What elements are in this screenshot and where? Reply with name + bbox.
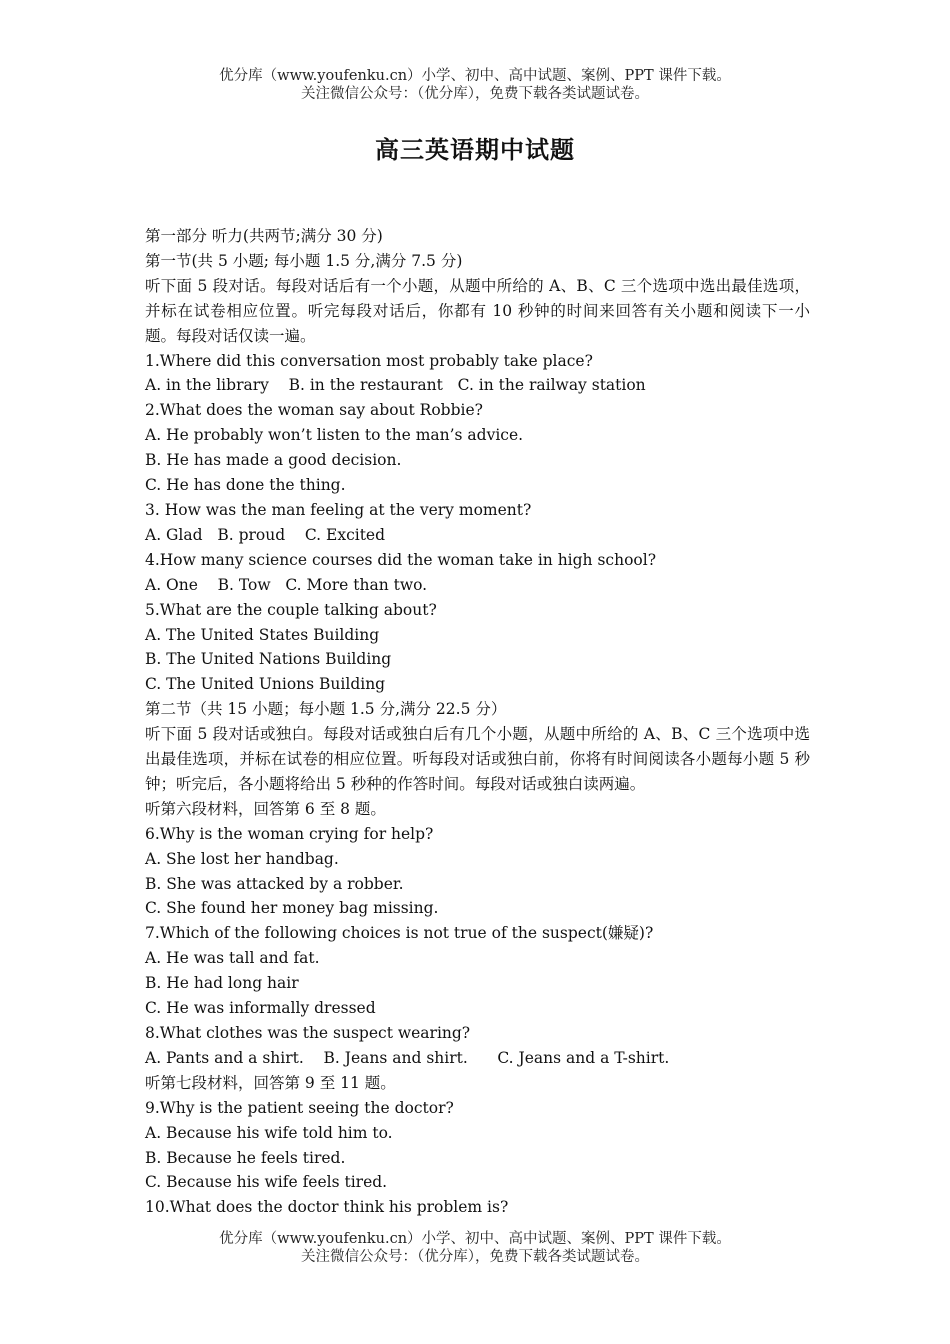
footer-line-2: 关注微信公众号：（优分库），免费下载各类试题试卷。 xyxy=(301,1249,649,1265)
section1-instructions: 听下面 5 段对话。每段对话后有一个小题，从题中所给的 A、B、C 三个选项中选出最佳选项，并标在试卷相应位置。听完每段对话后，你都有 10 秒钟的时间来回答有关小题和阅读下一小题。每段对话仅读一遍。 xyxy=(145,276,810,345)
q10-question: 10.What does the doctor think his problem is? xyxy=(145,1198,509,1217)
part1-heading: 第一部分 听力(共两节;满分 30 分) xyxy=(145,227,383,245)
q8-question: 8.What clothes was the suspect wearing? xyxy=(145,1024,471,1042)
q4-question: 4.How many science courses did the woman take in high school? xyxy=(145,550,657,569)
q4-options: A. One B. Tow C. More than two. xyxy=(145,575,428,594)
section1-heading: 第一节(共 5 小题; 每小题 1.5 分,满分 7.5 分) xyxy=(145,251,463,270)
q5-question: 5.What are the couple talking about? xyxy=(145,600,437,619)
header-line-1: 优分库（www.youfenku.cn）小学、初中、高中试题、案例、PPT 课件下载。 xyxy=(219,68,731,84)
q5-option-c: C. The United Unions Building xyxy=(145,675,386,694)
q9-option-a: A. Because his wife told him to. xyxy=(145,1123,393,1142)
page-footer xyxy=(0,1230,950,1266)
q7-option-a: A. He was tall and fat. xyxy=(145,949,320,968)
section2-heading: 第二节（共 15 小题；每小题 1.5 分,满分 22.5 分） xyxy=(145,700,507,719)
q6-question: 6.Why is the woman crying for help? xyxy=(145,824,434,843)
footer-line-1: 优分库（www.youfenku.cn）小学、初中、高中试题、案例、PPT 课件下载。 xyxy=(219,1231,731,1247)
q7-option-b: B. He had long hair xyxy=(145,974,299,993)
q2-option-a: A. He probably won’t listen to the man’s advice. xyxy=(145,426,524,445)
q6-option-a: A. She lost her handbag. xyxy=(145,849,339,868)
q3-question: 3. How was the man feeling at the very moment? xyxy=(145,500,532,519)
q1-question: 1.Where did this conversation most probably take place? xyxy=(145,351,593,370)
q2-question: 2.What does the woman say about Robbie? xyxy=(145,401,483,420)
q2-option-c: C. He has done the thing. xyxy=(145,476,346,495)
q3-options: A. Glad B. proud C. Excited xyxy=(145,525,386,544)
header-line-2: 关注微信公众号：（优分库），免费下载各类试题试卷。 xyxy=(301,86,649,102)
q5-option-b: B. The United Nations Building xyxy=(145,650,392,669)
q6-option-b: B. She was attacked by a robber. xyxy=(145,874,404,893)
q2-option-b: B. He has made a good decision. xyxy=(145,451,402,470)
page-header xyxy=(0,67,950,103)
q7-question: 7.Which of the following choices is not true of the suspect(嫌疑)? xyxy=(145,924,654,943)
q8-options: A. Pants and a shirt. B. Jeans and shirt. C. Jeans and a T-shirt. xyxy=(145,1048,670,1067)
q9-question: 9.Why is the patient seeing the doctor? xyxy=(145,1098,454,1117)
q1-options: A. in the library B. in the restaurant C. in the railway station xyxy=(145,376,646,395)
section2-instructions: 听下面 5 段对话或独白。每段对话或独白后有几个小题，从题中所给的 A、B、C 三个选项中选出最佳选项，并标在试卷的相应位置。听每段对话或独白前，你将有时间阅读各小题每小题 5 秒钟；听完后，各小题将给出 5 秒种的作答时间。每段对话或独白读两遍。 xyxy=(145,725,810,793)
document-body xyxy=(145,224,810,1220)
q5-option-a: A. The United States Building xyxy=(145,625,380,644)
q6-option-c: C. She found her money bag missing. xyxy=(145,899,439,918)
q9-option-b: B. Because he feels tired. xyxy=(145,1148,346,1167)
material-7-note: 听第七段材料，回答第 9 至 11 题。 xyxy=(145,1073,396,1092)
q7-option-c: C. He was informally dressed xyxy=(145,999,376,1018)
q9-option-c: C. Because his wife feels tired. xyxy=(145,1173,388,1192)
document-title: 高三英语期中试题 xyxy=(375,135,575,164)
material-6-note: 听第六段材料，回答第 6 至 8 题。 xyxy=(145,799,386,818)
